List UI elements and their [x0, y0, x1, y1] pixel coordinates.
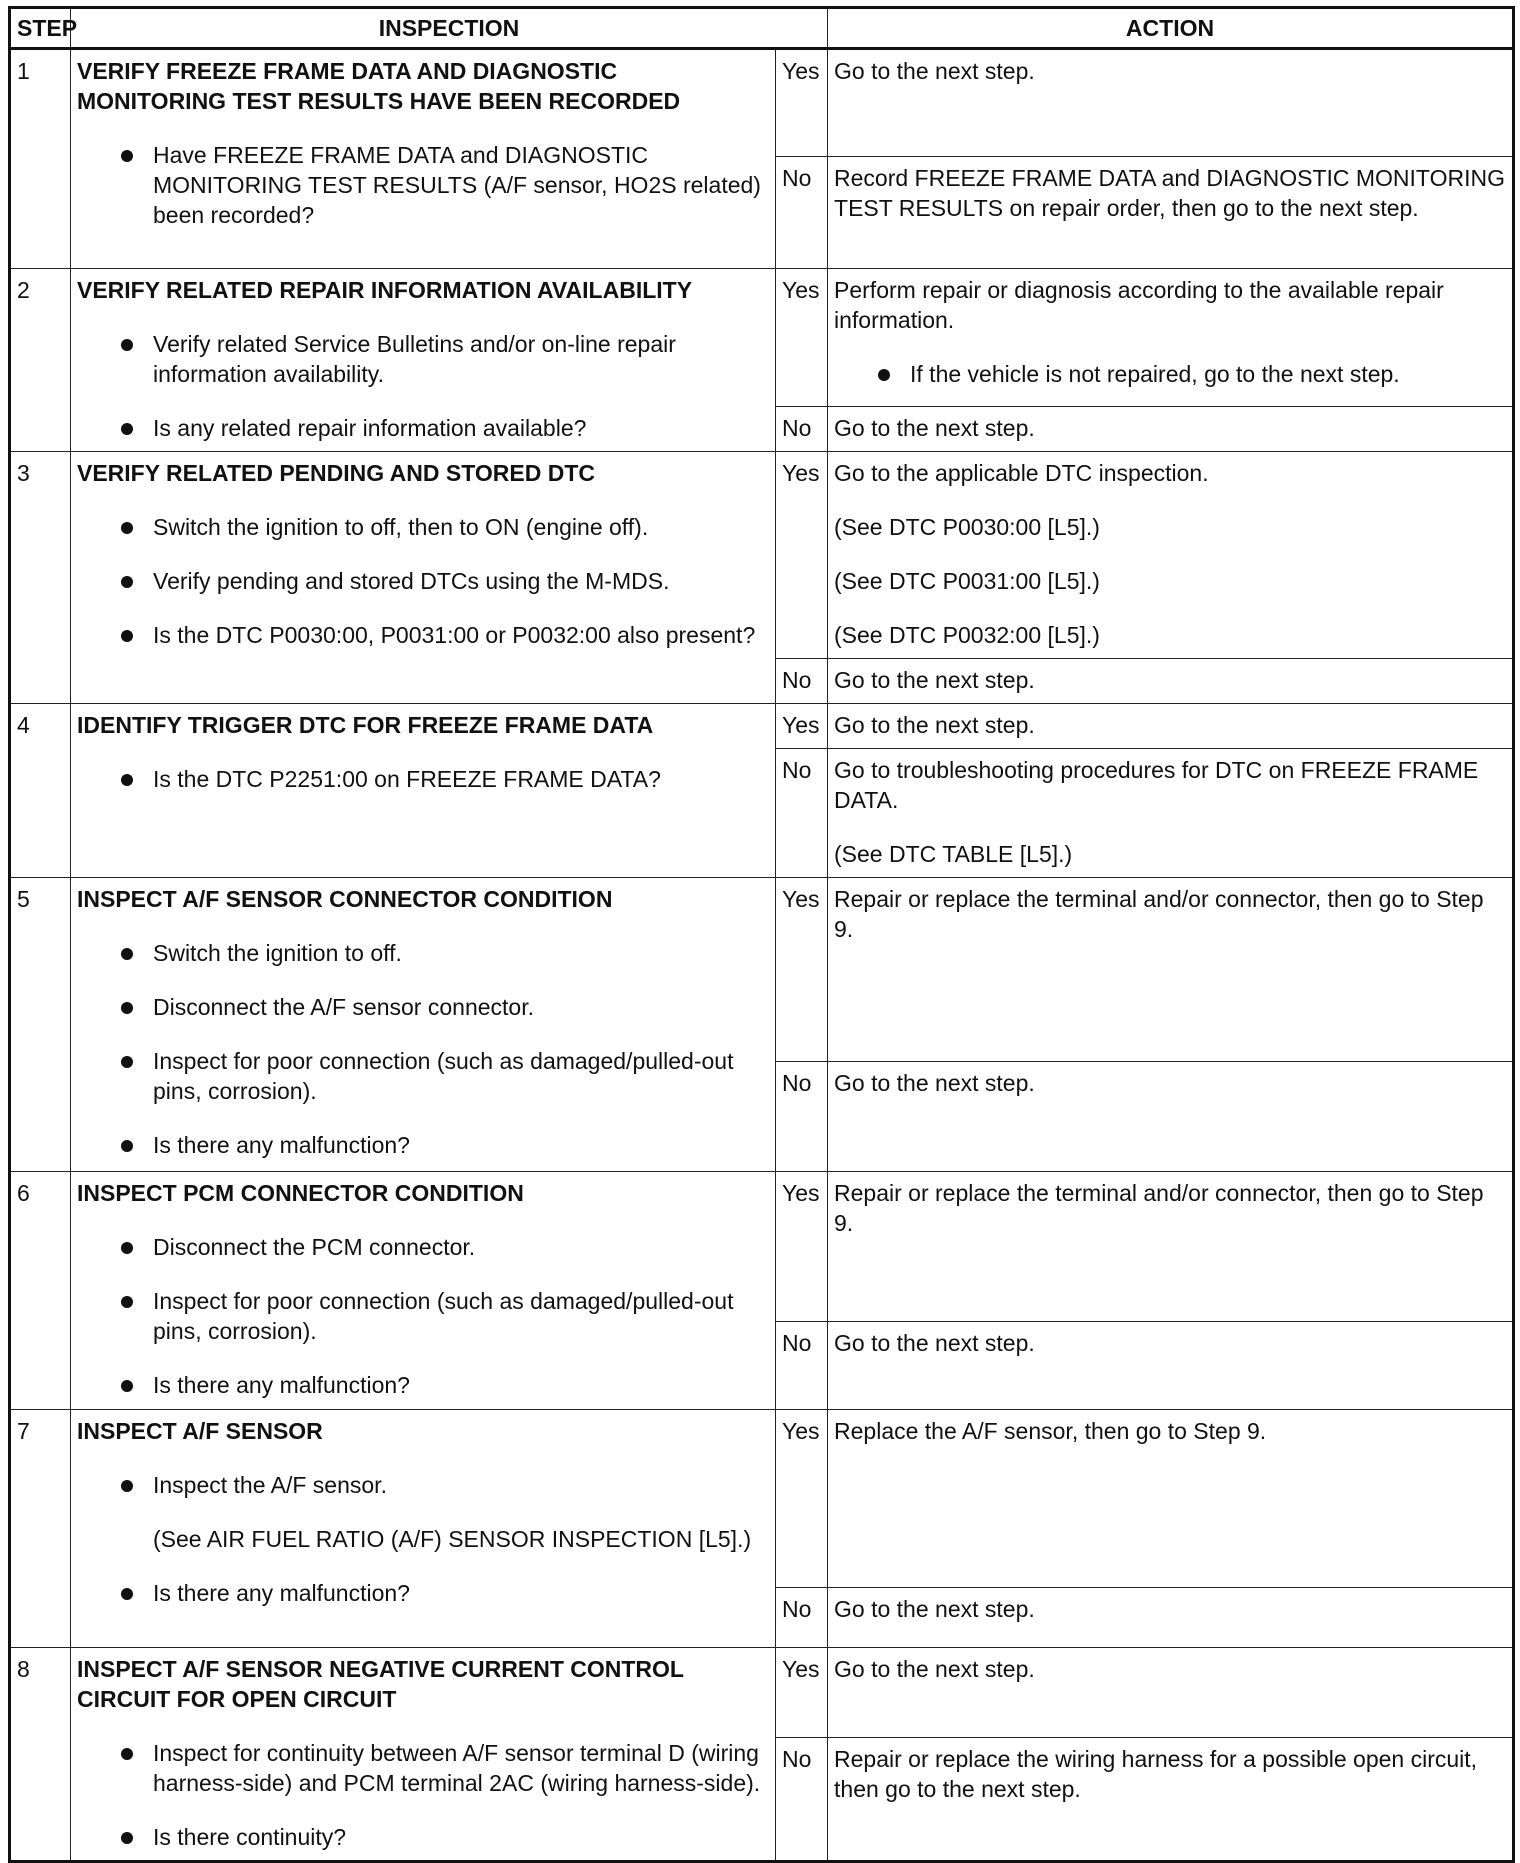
- inspection-bullet: [77, 512, 769, 542]
- reference-note: (See AIR FUEL RATIO (A/F) SENSOR INSPECTION [L5].): [153, 1526, 752, 1552]
- step-1-yes-row: [10, 49, 1514, 157]
- action-text: Repair or replace the terminal and/or connector, then go to Step 9.: [834, 1180, 1484, 1236]
- no-action: [828, 1738, 1514, 1862]
- bullet-text: Is the DTC P0030:00, P0031:00 or P0032:00 also present?: [153, 622, 756, 648]
- inspection-cell: [71, 1648, 776, 1862]
- no-action: [828, 407, 1514, 452]
- bullet-text: Switch the ignition to off, then to ON (engine off).: [153, 514, 649, 540]
- bullet-icon: [121, 1242, 133, 1254]
- step-5-yes-row: [10, 878, 1514, 1062]
- inspection-bullet: [77, 1130, 769, 1160]
- action-text: Go to the next step.: [834, 1330, 1035, 1356]
- inspection-bullet: [77, 1232, 769, 1262]
- inspection-bullet: [77, 938, 769, 968]
- yes-action: [828, 49, 1514, 157]
- no-label: No: [776, 1588, 828, 1648]
- yes-label: Yes: [776, 704, 828, 749]
- header-action: ACTION: [828, 8, 1514, 49]
- step-number: 3: [10, 452, 71, 704]
- step-8-yes-row: [10, 1648, 1514, 1738]
- header-step: STEP: [10, 8, 71, 49]
- bullet-icon: [121, 948, 133, 960]
- bullet-icon: [121, 522, 133, 534]
- step-title: IDENTIFY TRIGGER DTC FOR FREEZE FRAME DATA: [77, 712, 654, 738]
- no-label: No: [776, 1322, 828, 1410]
- step-title: VERIFY RELATED PENDING AND STORED DTC: [77, 460, 595, 486]
- reference-text: (See DTC TABLE [L5].): [834, 841, 1073, 867]
- step-title: VERIFY RELATED REPAIR INFORMATION AVAILABILITY: [77, 277, 693, 303]
- step-3-yes-row: [10, 452, 1514, 659]
- inspection-bullet: [77, 1738, 769, 1798]
- bullet-icon: [121, 1380, 133, 1392]
- inspection-cell: [71, 704, 776, 878]
- no-label: No: [776, 157, 828, 269]
- yes-action: [828, 1172, 1514, 1322]
- action-text: Perform repair or diagnosis according to the available repair information.: [834, 277, 1444, 333]
- action-text: Go to the next step.: [834, 415, 1035, 441]
- header-inspection: INSPECTION: [71, 8, 828, 49]
- yes-label: Yes: [776, 1410, 828, 1588]
- step-2-yes-row: [10, 269, 1514, 407]
- bullet-text: Inspect the A/F sensor.: [153, 1472, 387, 1498]
- bullet-text: Inspect for poor connection (such as damaged/pulled-out pins, corrosion).: [153, 1288, 734, 1344]
- inspection-cell: [71, 452, 776, 704]
- step-title: INSPECT PCM CONNECTOR CONDITION: [77, 1180, 524, 1206]
- bullet-icon: [121, 1056, 133, 1068]
- inspection-cell: [71, 1410, 776, 1648]
- yes-label: Yes: [776, 1172, 828, 1322]
- bullet-icon: [121, 1588, 133, 1600]
- no-label: No: [776, 749, 828, 878]
- action-bullet: [834, 359, 1506, 389]
- bullet-icon: [878, 369, 890, 381]
- yes-action: [828, 269, 1514, 407]
- no-label: No: [776, 407, 828, 452]
- bullet-icon: [121, 630, 133, 642]
- action-text: Go to the next step.: [834, 1596, 1035, 1622]
- action-text: Go to the next step.: [834, 1656, 1035, 1682]
- bullet-icon: [121, 576, 133, 588]
- inspection-bullet: [77, 1046, 769, 1106]
- header-row: [10, 8, 1514, 49]
- no-label: No: [776, 659, 828, 704]
- inspection-bullet: [77, 1578, 769, 1608]
- step-title: VERIFY FREEZE FRAME DATA AND DIAGNOSTIC MONITORING TEST RESULTS HAVE BEEN RECORDED: [77, 58, 681, 114]
- step-number: 2: [10, 269, 71, 452]
- action-text: Go to the next step.: [834, 1070, 1035, 1096]
- no-action: [828, 749, 1514, 878]
- inspection-bullet: [77, 620, 769, 650]
- inspection-cell: [71, 49, 776, 269]
- inspection-cell: [71, 269, 776, 452]
- bullet-text: Verify related Service Bulletins and/or on-line repair information availability.: [153, 331, 676, 387]
- bullet-text: Is there continuity?: [153, 1824, 347, 1850]
- inspection-bullet: [77, 1286, 769, 1346]
- bullet-text: Verify pending and stored DTCs using the M-MDS.: [153, 568, 670, 594]
- bullet-text: Is any related repair information available?: [153, 415, 587, 441]
- bullet-text: If the vehicle is not repaired, go to the next step.: [910, 361, 1400, 387]
- action-text: Go to the next step.: [834, 58, 1035, 84]
- inspection-bullet: [77, 1370, 769, 1400]
- no-action: [828, 659, 1514, 704]
- action-text: Replace the A/F sensor, then go to Step 9.: [834, 1418, 1267, 1444]
- yes-label: Yes: [776, 269, 828, 407]
- yes-label: Yes: [776, 1648, 828, 1738]
- bullet-icon: [121, 1748, 133, 1760]
- bullet-text: Inspect for continuity between A/F sensor terminal D (wiring harness-side) and PCM terminal 2AC (wiring harness-side).: [153, 1740, 761, 1796]
- inspection-bullet: [77, 992, 769, 1022]
- no-action: [828, 1588, 1514, 1648]
- bullet-icon: [121, 150, 133, 162]
- diagnostic-table: [8, 6, 1515, 1863]
- yes-action: [828, 704, 1514, 749]
- bullet-text: Is there any malfunction?: [153, 1372, 410, 1398]
- inspection-bullet: [77, 1822, 769, 1852]
- yes-action: [828, 878, 1514, 1062]
- bullet-icon: [121, 1140, 133, 1152]
- bullet-text: Inspect for poor connection (such as damaged/pulled-out pins, corrosion).: [153, 1048, 734, 1104]
- inspection-bullet: [77, 329, 769, 389]
- bullet-icon: [121, 1002, 133, 1014]
- bullet-icon: [121, 1480, 133, 1492]
- action-text: Go to the next step.: [834, 712, 1035, 738]
- step-number: 4: [10, 704, 71, 878]
- inspection-cell: [71, 878, 776, 1172]
- step-number: 5: [10, 878, 71, 1172]
- yes-action: [828, 1648, 1514, 1738]
- reference-text: (See DTC P0030:00 [L5].): [834, 514, 1100, 540]
- inspection-cell: [71, 1172, 776, 1410]
- step-7-yes-row: [10, 1410, 1514, 1588]
- action-text: Go to troubleshooting procedures for DTC on FREEZE FRAME DATA.: [834, 757, 1479, 813]
- yes-label: Yes: [776, 49, 828, 157]
- no-action: [828, 1062, 1514, 1172]
- step-number: 8: [10, 1648, 71, 1862]
- step-title: INSPECT A/F SENSOR NEGATIVE CURRENT CONTROL CIRCUIT FOR OPEN CIRCUIT: [77, 1656, 684, 1712]
- inspection-bullet: [77, 566, 769, 596]
- step-number: 1: [10, 49, 71, 269]
- bullet-text: Is there any malfunction?: [153, 1580, 410, 1606]
- step-number: 6: [10, 1172, 71, 1410]
- bullet-text: Disconnect the A/F sensor connector.: [153, 994, 534, 1020]
- step-title: INSPECT A/F SENSOR: [77, 1418, 323, 1444]
- bullet-text: Disconnect the PCM connector.: [153, 1234, 476, 1260]
- bullet-icon: [121, 423, 133, 435]
- step-title: INSPECT A/F SENSOR CONNECTOR CONDITION: [77, 886, 613, 912]
- action-text: Repair or replace the terminal and/or connector, then go to Step 9.: [834, 886, 1484, 942]
- inspection-bullet: [77, 140, 769, 230]
- yes-action: [828, 452, 1514, 659]
- bullet-text: Is the DTC P2251:00 on FREEZE FRAME DATA?: [153, 766, 661, 792]
- yes-label: Yes: [776, 878, 828, 1062]
- step-6-yes-row: [10, 1172, 1514, 1322]
- action-text: Record FREEZE FRAME DATA and DIAGNOSTIC MONITORING TEST RESULTS on repair order, then go to the next step.: [834, 165, 1505, 221]
- bullet-text: Is there any malfunction?: [153, 1132, 410, 1158]
- yes-action: [828, 1410, 1514, 1588]
- reference-text: (See DTC P0032:00 [L5].): [834, 622, 1100, 648]
- inspection-bullet: [77, 1470, 769, 1500]
- inspection-bullet: [77, 764, 769, 794]
- bullet-icon: [121, 339, 133, 351]
- no-action: [828, 1322, 1514, 1410]
- action-text: Go to the applicable DTC inspection.: [834, 460, 1209, 486]
- bullet-text: Have FREEZE FRAME DATA and DIAGNOSTIC MONITORING TEST RESULTS (A/F sensor, HO2S related) been recorded?: [153, 142, 761, 228]
- step-number: 7: [10, 1410, 71, 1648]
- bullet-icon: [121, 774, 133, 786]
- reference-text: (See DTC P0031:00 [L5].): [834, 568, 1100, 594]
- no-label: No: [776, 1062, 828, 1172]
- bullet-icon: [121, 1296, 133, 1308]
- inspection-bullet: [77, 413, 769, 443]
- no-action: [828, 157, 1514, 269]
- bullet-icon: [121, 1832, 133, 1844]
- no-label: No: [776, 1738, 828, 1862]
- action-text: Go to the next step.: [834, 667, 1035, 693]
- bullet-text: Switch the ignition to off.: [153, 940, 402, 966]
- yes-label: Yes: [776, 452, 828, 659]
- step-4-yes-row: [10, 704, 1514, 749]
- action-text: Repair or replace the wiring harness for a possible open circuit, then go to the next step.: [834, 1746, 1478, 1802]
